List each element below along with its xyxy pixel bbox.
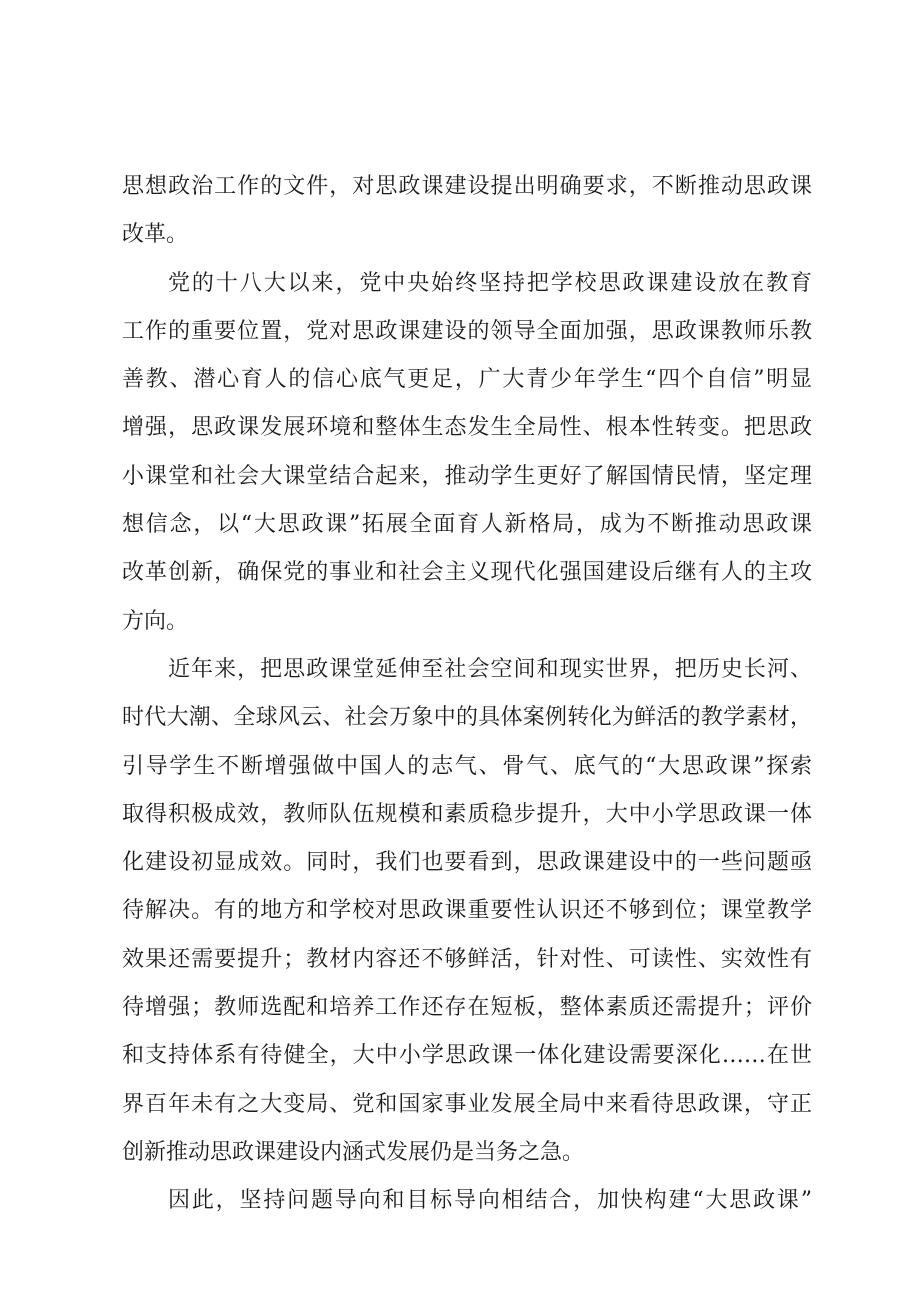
paragraph-first-line: 近年来，把思政课堂延伸至社会空间和现实世界，把历史长河、 bbox=[168, 656, 812, 682]
text-line: 增强，思政课发展环境和整体生态发生全局性、根本性转变。把思政 bbox=[122, 415, 812, 441]
paragraph-first-line: 党的十八大以来，党中央始终坚持把学校思政课建设放在教育 bbox=[168, 270, 812, 296]
text-line: 改革。 bbox=[122, 222, 189, 248]
text-line: 想信念，以“大思政课”拓展全面育人新格局，成为不断推动思政课 bbox=[122, 512, 812, 538]
text-line: 和支持体系有待健全，大中小学思政课一体化建设需要深化……在世 bbox=[122, 1043, 812, 1069]
text-line: 待解决。有的地方和学校对思政课重要性认识还不够到位；课堂教学 bbox=[122, 898, 812, 924]
text-line: 工作的重要位置，党对思政课建设的领导全面加强，思政课教师乐教 bbox=[122, 318, 812, 344]
text-line: 效果还需要提升；教材内容还不够鲜活，针对性、可读性、实效性有 bbox=[122, 946, 812, 972]
text-line: 待增强；教师选配和培养工作还存在短板，整体素质还需提升；评价 bbox=[122, 995, 812, 1021]
text-line: 思想政治工作的文件，对思政课建设提出明确要求，不断推动思政课 bbox=[122, 174, 812, 199]
text-line: 善教、潜心育人的信心底气更足，广大青少年学生“四个自信”明显 bbox=[122, 367, 812, 393]
body-text bbox=[122, 163, 812, 1226]
text-line: 时代大潮、全球风云、社会万象中的具体案例转化为鲜活的教学素材， bbox=[122, 705, 812, 731]
text-line: 化建设初显成效。同时，我们也要看到，思政课建设中的一些问题亟 bbox=[122, 850, 812, 876]
text-line: 界百年未有之大变局、党和国家事业发展全局中来看待思政课，守正 bbox=[122, 1091, 812, 1117]
text-line: 方向。 bbox=[122, 608, 189, 634]
text-line: 创新推动思政课建设内涵式发展仍是当务之急。 bbox=[122, 1139, 585, 1165]
text-line: 引导学生不断增强做中国人的志气、骨气、底气的“大思政课”探索 bbox=[122, 753, 812, 779]
text-line: 改革创新，确保党的事业和社会主义现代化强国建设后继有人的主攻 bbox=[122, 560, 812, 586]
paragraph-first-line: 因此，坚持问题导向和目标导向相结合，加快构建“大思政课” bbox=[168, 1188, 812, 1214]
text-line: 小课堂和社会大课堂结合起来，推动学生更好了解国情民情，坚定理 bbox=[122, 463, 812, 489]
text-line: 取得积极成效，教师队伍规模和素质稳步提升，大中小学思政课一体 bbox=[122, 801, 812, 827]
